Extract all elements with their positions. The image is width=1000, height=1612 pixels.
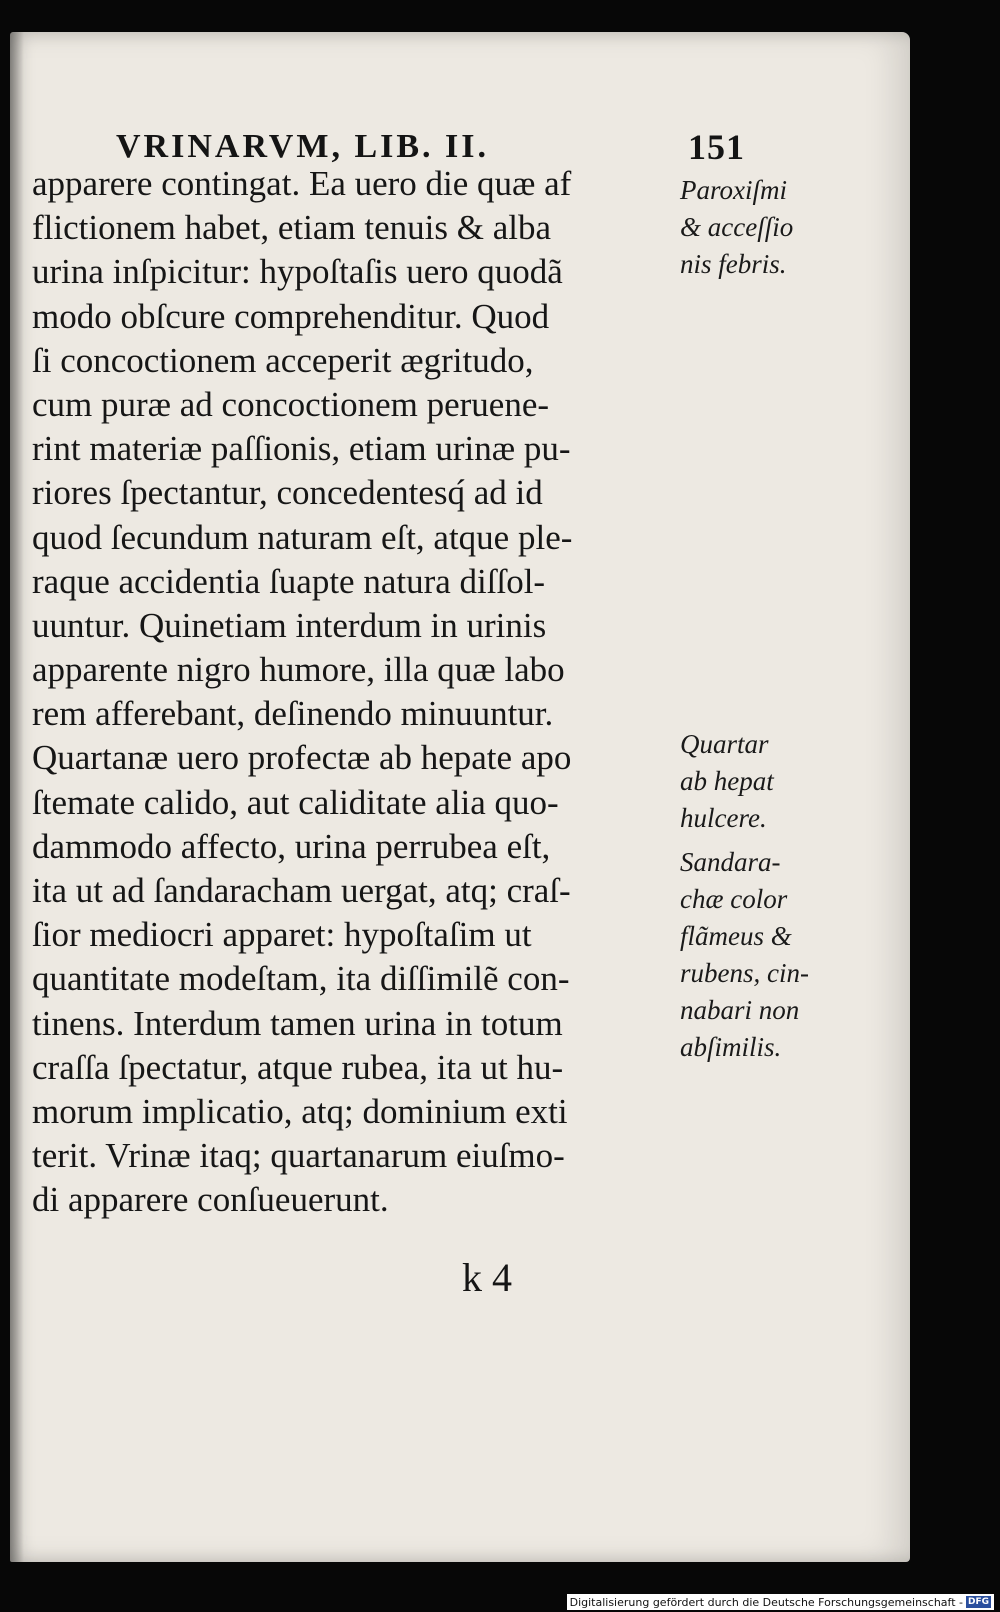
text-line: ſtemate calido, aut caliditate alia quo-	[32, 782, 559, 822]
margin-note-line: nabari non	[680, 995, 800, 1025]
text-line: ita ut ad ſandaracham uergat, atq; craſ-	[32, 871, 571, 910]
dfg-logo: DFG	[967, 1597, 989, 1607]
text-line: flictionem habet, etiam tenuis & alba	[32, 208, 552, 248]
text-line: terit. Vrinæ itaq; quartanarum eiuſmo-	[32, 1136, 565, 1176]
margin-note-line: chæ color	[680, 884, 788, 914]
text-line: quod ſecundum naturam eſt, atque ple-	[32, 517, 573, 557]
margin-note-line: Quartar	[680, 729, 769, 759]
text-line: apparente nigro humore, illa quæ labo	[32, 650, 565, 690]
footer-credit: Digitalisierung gefördert durch die Deutsche Forschungsgemeinschaft -	[569, 1595, 963, 1609]
margin-note-line: & acceſſio	[680, 212, 794, 242]
text-line: ſi concoctionem acceperit ægritudo,	[32, 340, 534, 380]
text-line: uuntur. Quinetiam interdum in urinis	[32, 605, 547, 645]
margin-note-paroxysm	[680, 172, 840, 283]
text-line: apparere contingat. Ea uero die quæ af	[32, 164, 572, 203]
text-line: urina inſpicitur: hypoſtaſis uero quodã	[32, 252, 563, 292]
text-line: morum implicatio, atq; dominium exti	[32, 1091, 568, 1131]
signature-mark: k 4	[462, 1255, 512, 1300]
text-line: tinens. Interdum tamen urina in totum	[32, 1003, 563, 1043]
text-line: riores ſpectantur, concedentesq́ ad id	[32, 473, 543, 513]
margin-note-line: Paroxiſmi	[680, 175, 787, 205]
text-line: cum puræ ad concoctionem peruene-	[32, 384, 550, 424]
text-line: rint materiæ paſſionis, etiam urinæ pu-	[32, 429, 571, 469]
text-line: di apparere conſueuerunt.	[32, 1180, 389, 1220]
margin-note-line: Sandara-	[680, 847, 781, 877]
text-line: raque accidentia ſuapte natura diſſol-	[32, 561, 546, 601]
digitization-footer	[567, 1594, 994, 1610]
margin-note-line: abſimilis.	[680, 1032, 782, 1062]
text-line: Quartanæ uero profectæ ab hepate apo	[32, 738, 572, 778]
margin-note-sandaracha	[680, 844, 840, 1066]
margin-note-line: ab hepat	[680, 766, 774, 796]
book-page	[10, 32, 910, 1562]
text-line: ſior mediocri apparet: hypoſtaſim ut	[32, 915, 532, 955]
text-line: rem afferebant, deſinendo minuuntur.	[32, 694, 554, 734]
margin-note-line: nis febris.	[680, 249, 787, 279]
margin-note-line: hulcere.	[680, 803, 767, 833]
margin-note-quartan	[680, 726, 840, 837]
text-line: dammodo affecto, urina perrubea eſt,	[32, 826, 551, 866]
page-number: 151	[688, 127, 745, 167]
text-line: craſſa ſpectatur, atque rubea, ita ut hu-	[32, 1047, 564, 1087]
main-text-block	[32, 162, 692, 1223]
margin-note-line: rubens, cin-	[680, 958, 809, 988]
margin-note-line: flãmeus &	[680, 921, 792, 951]
text-line: modo obſcure comprehenditur. Quod	[32, 296, 550, 336]
text-line: quantitate modeſtam, ita diſſimilẽ con-	[32, 959, 570, 999]
running-title: VRINARVM, LIB. II.	[116, 128, 489, 165]
